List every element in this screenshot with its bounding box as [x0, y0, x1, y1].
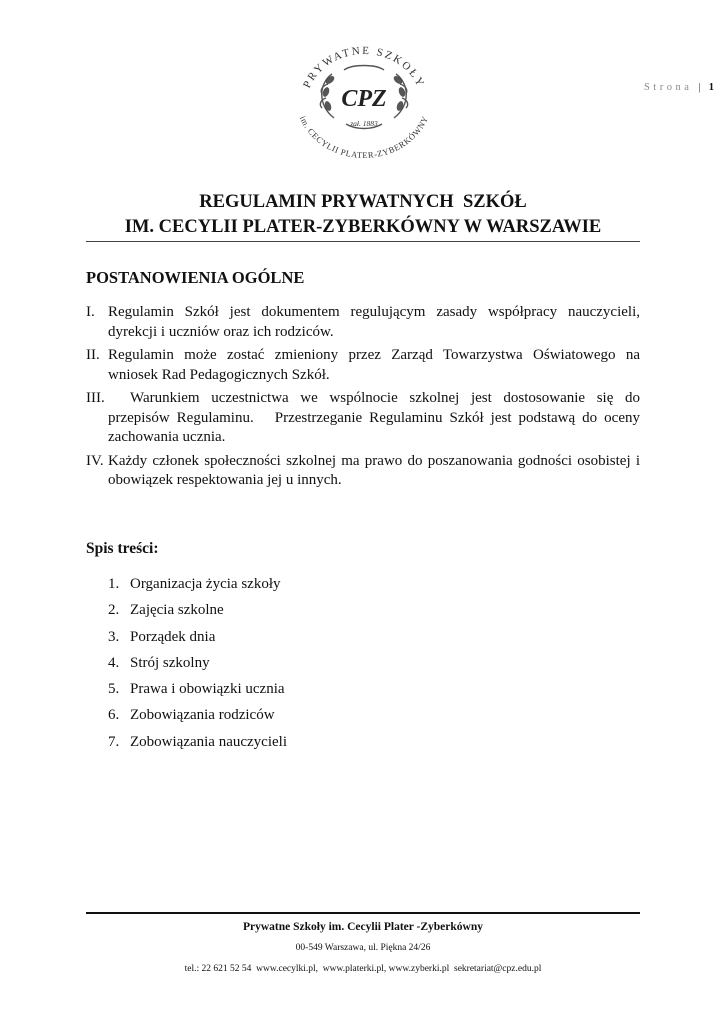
- toc-list: [108, 573, 287, 757]
- rule-text: Warunkiem uczestnictwa we wspólnocie szkolnej jest dostosowanie się do przepisów Regulaminu. Przestrzeganie Regulaminu Szkół jest podstawą do oceny zachowania ucznia.: [108, 390, 644, 445]
- footer-address: 00-549 Warszawa, ul. Piękna 24/26: [295, 943, 431, 953]
- toc-label: Porządek dnia: [130, 628, 216, 645]
- title-line-2: IM. CECYLII PLATER-ZYBERKÓWNY W WARSZAWIE: [124, 217, 602, 237]
- toc-item: [108, 626, 287, 652]
- toc-number: 3.: [108, 628, 120, 645]
- document-title: [86, 190, 640, 240]
- toc-item: [108, 652, 287, 678]
- rule-text: Regulamin Szkół jest dokumentem regulującym zasady współpracy nauczycieli, dyrekcji i uczniów oraz ich rodziców.: [108, 304, 640, 340]
- page-number-header: [644, 82, 714, 93]
- rule-number: IV.: [86, 452, 104, 469]
- logo-arc-bottom: im. CECYLII PLATER-ZYBERKÓWNY: [297, 114, 431, 161]
- page-label: Strona: [643, 82, 693, 93]
- rules-list: [86, 303, 644, 495]
- toc-label: Zobowiązania nauczycieli: [130, 733, 288, 750]
- school-logo: [284, 40, 444, 162]
- page-number: 1: [708, 82, 714, 93]
- logo-established: zał. 1883: [350, 119, 378, 128]
- logo-monogram: CPZ: [341, 86, 387, 112]
- toc-number: 7.: [108, 733, 120, 750]
- toc-label: Zobowiązania rodziców: [130, 707, 275, 724]
- toc-item: [108, 573, 287, 599]
- footer-divider: [86, 912, 640, 914]
- toc-number: 2.: [108, 602, 120, 619]
- rule-number: I.: [86, 304, 95, 320]
- page-separator: |: [698, 82, 701, 93]
- toc-number: 1.: [108, 576, 120, 592]
- svg-text:PRYWATNE SZKOŁY: [301, 45, 427, 90]
- rule-text: Regulamin może zostać zmieniony przez Zarząd Towarzystwa Oświatowego na wniosek Rad Pedagogicznych Szkół.: [108, 347, 640, 383]
- rule-item: [86, 346, 640, 385]
- rule-number: II.: [86, 347, 100, 363]
- toc-item: [108, 678, 287, 704]
- footer-school-name: Prywatne Szkoły im. Cecylii Plater -Zyberkówny: [243, 921, 483, 933]
- toc-number: 5.: [108, 681, 120, 698]
- toc-label: Organizacja życia szkoły: [130, 576, 281, 592]
- title-divider: [86, 241, 640, 242]
- rule-text: Każdy członek społeczności szkolnej ma prawo do poszanowania godności osobistej i obowiązek respektowania jej u innych.: [108, 452, 640, 488]
- footer-contact: tel.: 22 621 52 54 www.cecylki.pl, www.platerki.pl, www.zyberki.pl sekretariat@cpz.edu.pl: [184, 964, 542, 974]
- toc-item: [108, 599, 287, 625]
- toc-item: [108, 704, 287, 730]
- rule-item: [86, 303, 640, 342]
- rule-item: [86, 389, 644, 448]
- section-heading: POSTANOWIENIA OGÓLNE: [86, 268, 305, 287]
- toc-number: 4.: [108, 654, 120, 671]
- title-line-1: REGULAMIN PRYWATNYCH SZKÓŁ: [199, 192, 527, 212]
- rule-number: III.: [86, 390, 105, 406]
- logo-arc-top: PRYWATNE SZKOŁY: [301, 44, 427, 91]
- toc-label: Strój szkolny: [130, 654, 210, 671]
- toc-label: Zajęcia szkolne: [130, 602, 224, 619]
- toc-heading: Spis treści:: [86, 540, 159, 557]
- toc-label: Prawa i obowiązki ucznia: [130, 681, 285, 698]
- toc-number: 6.: [108, 707, 120, 724]
- toc-item: [108, 731, 287, 757]
- rule-item: [86, 452, 640, 491]
